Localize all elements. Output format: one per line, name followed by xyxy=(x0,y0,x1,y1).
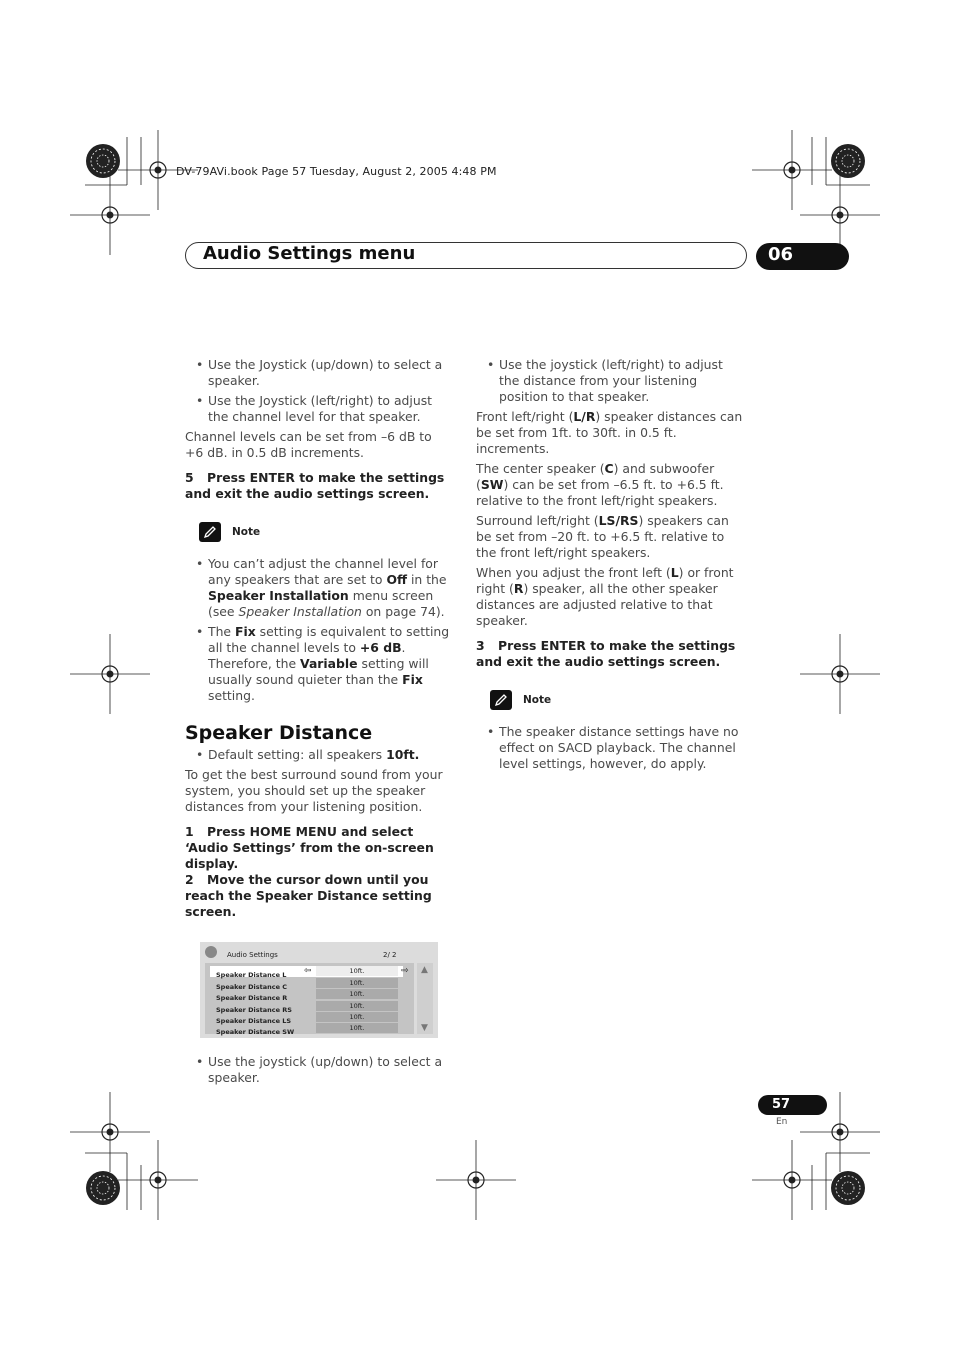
left-column xyxy=(185,357,453,1090)
paragraph-channel-levels: Channel levels can be set from –6 dB to +6 dB. in 0.5 dB increments. xyxy=(185,429,432,460)
arrow-left-icon: ⇦ xyxy=(304,966,312,976)
osd-scrollbar[interactable] xyxy=(417,963,433,1034)
paragraph-surround: Surround left/right (LS/RS) speakers can be set from –20 ft. to +6.5 ft. relative to the front left/right speakers. xyxy=(476,513,729,560)
pencil-icon xyxy=(199,522,221,542)
osd-row[interactable]: Speaker Distance RS 10ft. xyxy=(210,1001,403,1012)
list-item: • The Fix setting is equivalent to setting all the channel levels to +6 dB. Therefore, the Variable setting will usually sound quieter than the Fix setting. xyxy=(196,624,450,703)
page-language: En xyxy=(776,1117,788,1127)
page-title: Audio Settings menu xyxy=(203,243,416,264)
step-1: 1 Press HOME MENU and select ‘Audio Settings’ from the on-screen display. xyxy=(185,824,434,871)
list-item: • The speaker distance settings have no effect on SACD playback. The channel level settings, however, do apply. xyxy=(487,724,739,771)
paragraph-center-sub: The center speaker (C) and subwoofer (SW) can be set from –6.5 ft. to +6.5 ft. relative to the front left/right speakers. xyxy=(476,461,724,508)
paragraph-intro: To get the best surround sound from your system, you should set up the speaker distances from your listening position. xyxy=(185,767,443,814)
list-item: • You can’t adjust the channel level for any speakers that are set to Off in the Speaker Installation menu screen (see Speaker Installation on page 74). xyxy=(196,556,447,619)
osd-header: Audio Settings 2/ 2 xyxy=(200,942,438,960)
section-title: Speaker Distance xyxy=(185,722,373,744)
page-number: 57 xyxy=(772,1097,791,1112)
step-2: 2 Move the cursor down until you reach the Speaker Distance setting screen. xyxy=(185,872,432,919)
scroll-down-icon: ▼ xyxy=(421,1023,428,1033)
osd-row[interactable]: Speaker Distance R 10ft. xyxy=(210,989,403,1000)
pencil-icon xyxy=(490,690,512,710)
list-item: • Default setting: all speakers 10ft. xyxy=(196,747,420,762)
osd-row[interactable]: Speaker Distance LS 10ft. xyxy=(210,1012,403,1023)
chapter-number: 06 xyxy=(768,244,794,265)
right-column xyxy=(476,357,744,776)
list-item: • Use the Joystick (left/right) to adjust the channel level for that speaker. xyxy=(196,393,433,424)
list-item: • Use the joystick (left/right) to adjust the distance from your listening position to that speaker. xyxy=(487,357,723,404)
list-item: • Use the Joystick (up/down) to select a speaker. xyxy=(196,357,443,388)
arrow-right-icon: ⇨ xyxy=(401,966,409,976)
note-header: Note xyxy=(199,522,453,542)
osd-screenshot xyxy=(200,942,438,1038)
osd-row[interactable]: Speaker Distance C 10ft. xyxy=(210,978,403,989)
step-5: 5 Press ENTER to make the settings and exit the audio settings screen. xyxy=(185,470,445,501)
osd-row[interactable]: Speaker Distance L 10ft. ⇦ ⇨ xyxy=(210,966,403,977)
osd-row[interactable]: Speaker Distance SW 10ft. xyxy=(210,1023,403,1034)
list-item: • Use the joystick (up/down) to select a speaker. xyxy=(196,1054,443,1085)
paragraph-adjust: When you adjust the front left (L) or front right (R) speaker, all the other speaker distances are adjusted relative to that speaker. xyxy=(476,565,734,628)
audio-settings-icon xyxy=(205,946,217,958)
paragraph-front: Front left/right (L/R) speaker distances can be set from 1ft. to 30ft. in 0.5 ft. increments. xyxy=(476,409,743,456)
osd-panel xyxy=(205,963,414,1034)
book-header: DV-79AVi.book Page 57 Tuesday, August 2, 2005 4:48 PM xyxy=(176,165,497,178)
note-header: Note xyxy=(490,690,744,710)
page-number-badge xyxy=(758,1095,827,1115)
scroll-up-icon: ▲ xyxy=(421,965,428,975)
step-3: 3 Press ENTER to make the settings and exit the audio settings screen. xyxy=(476,638,736,669)
